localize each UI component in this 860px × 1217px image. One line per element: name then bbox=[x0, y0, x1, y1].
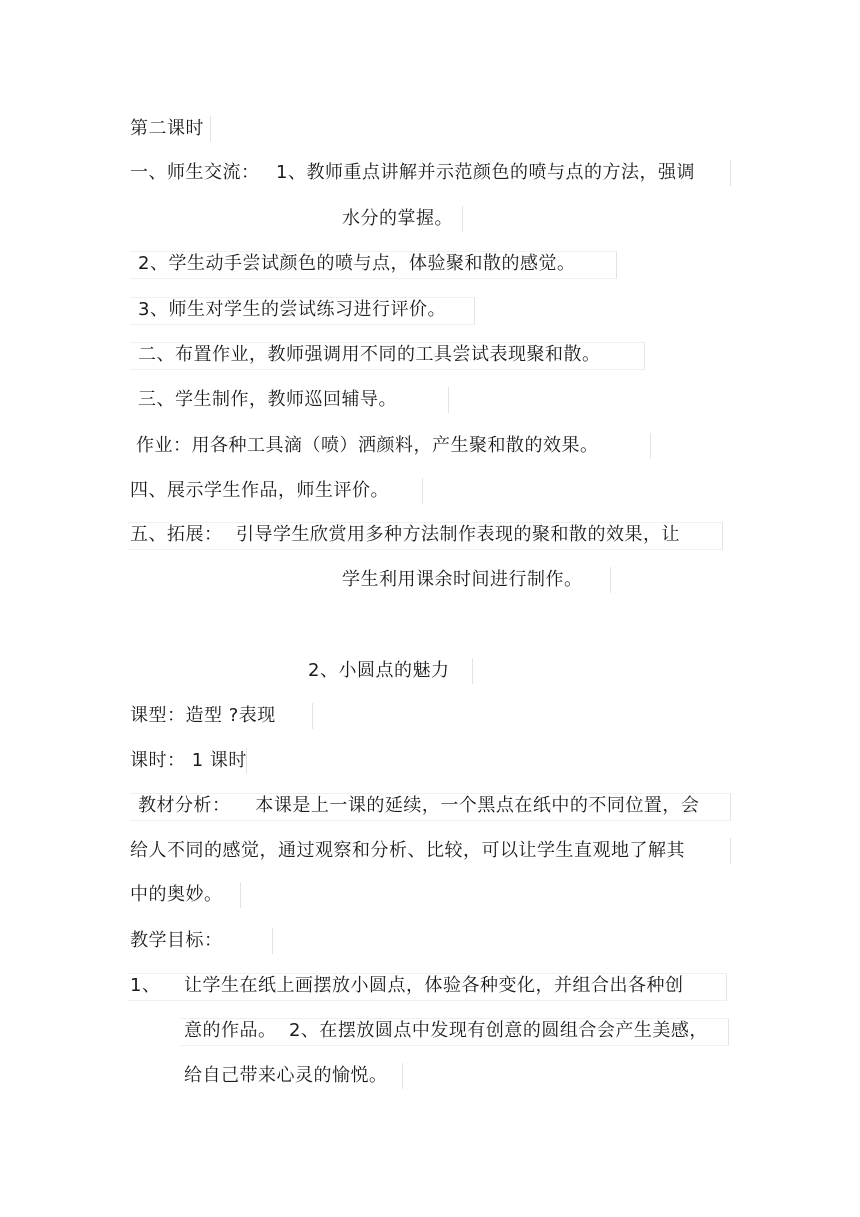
analysis-line1: 教材分析： 本课是上一课的延续，一个黑点在纸中的不同位置，会 bbox=[138, 795, 700, 816]
goal1-line1: 让学生在纸上画摆放小圆点，体验各种变化，并组合出各种创 bbox=[184, 975, 684, 996]
step1-text-line1: 1、教师重点讲解并示范颜色的喷与点的方法，强调 bbox=[276, 162, 695, 183]
lesson-title: 2、小圆点的魅力 bbox=[308, 660, 450, 681]
homework: 作业：用各种工具滴（喷）洒颜料，产生聚和散的效果。 bbox=[136, 435, 599, 456]
step1-item3: 3、师生对学生的尝试练习进行评价。 bbox=[138, 299, 446, 320]
analysis-line2: 给人不同的感觉，通过观察和分析、比较，可以让学生直观地了解其 bbox=[130, 840, 685, 861]
course-type: 课型：造型 ?表现 bbox=[130, 705, 276, 726]
goal1-line2: 意的作品。 2、在摆放圆点中发现有创意的圆组合会产生美感， bbox=[184, 1020, 708, 1041]
course-hours: 课时： 1 课时 bbox=[130, 750, 247, 771]
step4: 四、展示学生作品，师生评价。 bbox=[130, 480, 389, 501]
step3: 三、学生制作，教师巡回辅导。 bbox=[138, 389, 397, 410]
step1-item2: 2、学生动手尝试颜色的喷与点，体验聚和散的感觉。 bbox=[138, 253, 576, 274]
step1-label: 一、师生交流： bbox=[130, 162, 260, 183]
goal1-line3: 给自己带来心灵的愉悦。 bbox=[184, 1065, 388, 1086]
step5-line1: 引导学生欣赏用多种方法制作表现的聚和散的效果，让 bbox=[236, 524, 680, 545]
step1-text-line2: 水分的掌握。 bbox=[342, 208, 453, 229]
step5-label: 五、拓展： bbox=[130, 524, 223, 545]
step5-line2: 学生利用课余时间进行制作。 bbox=[342, 569, 583, 590]
section-header: 第二课时 bbox=[130, 118, 204, 139]
goals-label: 教学目标： bbox=[130, 930, 223, 951]
step2: 二、布置作业，教师强调用不同的工具尝试表现聚和散。 bbox=[138, 344, 601, 365]
analysis-line3: 中的奥妙。 bbox=[130, 884, 223, 905]
goal1-number: 1、 bbox=[130, 975, 161, 996]
